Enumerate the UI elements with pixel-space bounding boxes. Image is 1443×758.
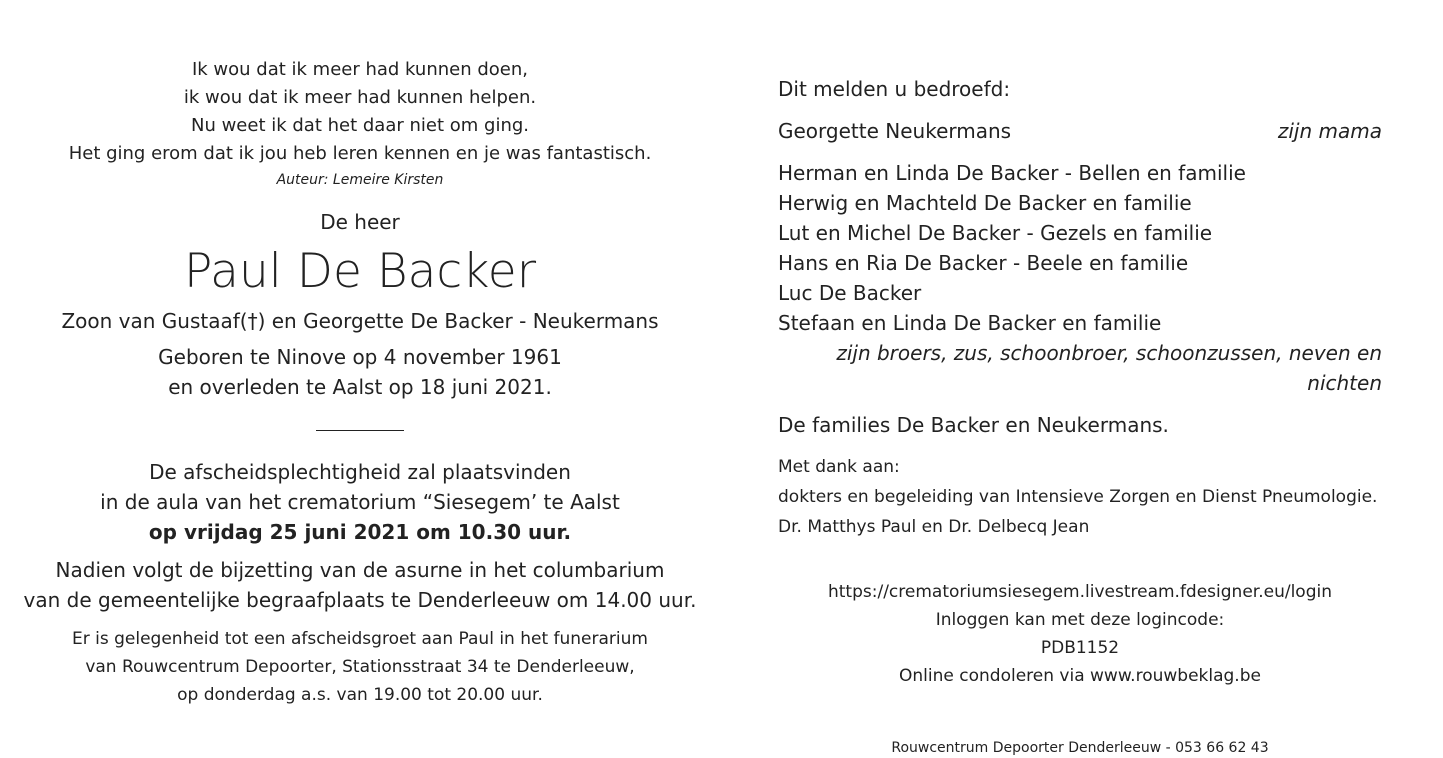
- divider: [316, 430, 404, 431]
- visitation-line: op donderdag a.s. van 19.00 tot 20.00 uur.: [177, 685, 543, 705]
- mother-name: Georgette Neukermans: [778, 119, 1012, 143]
- death-line: en overleden te Aalst op 18 juni 2021.: [168, 375, 552, 399]
- thanks-line: dokters en begeleiding van Intensieve Zorgen en Dienst Pneumologie.: [778, 487, 1378, 507]
- visitation-line: Er is gelegenheid tot een afscheidsgroet aan Paul in het funerarium: [72, 629, 648, 649]
- livestream-url[interactable]: https://crematoriumsiesegem.livestream.fdesigner.eu/login: [827, 582, 1332, 602]
- thanks-block: [778, 452, 1382, 542]
- poem-author: Auteur: Lemeire Kirsten: [276, 172, 444, 188]
- families-line: De families De Backer en Neukermans.: [778, 413, 1169, 437]
- honorific: De heer: [320, 210, 400, 234]
- mother-row: [778, 116, 1382, 146]
- login-text: Inloggen kan met deze logincode:: [935, 610, 1225, 630]
- ceremony-date: op vrijdag 25 juni 2021 om 10.30 uur.: [148, 520, 572, 544]
- announce-intro: Dit melden u bedroefd:: [778, 77, 1011, 101]
- poem-line: Het ging erom dat ik jou heb leren kennen en je was fantastisch.: [68, 143, 652, 164]
- birth-line: Geboren te Ninove op 4 november 1961: [158, 345, 562, 369]
- list-item: Lut en Michel De Backer - Gezels en familie: [778, 221, 1213, 245]
- thanks-line: Dr. Matthys Paul en Dr. Delbecq Jean: [778, 517, 1090, 537]
- poem-line: Nu weet ik dat het daar niet om ging.: [190, 115, 529, 136]
- poem-line: ik wou dat ik meer had kunnen helpen.: [183, 87, 537, 108]
- list-item: Herman en Linda De Backer - Bellen en familie: [778, 161, 1246, 185]
- login-code: PDB1152: [1040, 638, 1120, 658]
- visitation-block: [20, 625, 700, 709]
- right-panel: [778, 74, 1382, 758]
- parents-line: Zoon van Gustaaf(†) en Georgette De Backer - Neukermans: [61, 309, 659, 333]
- interment-line: van de gemeentelijke begraafplaats te Denderleeuw om 14.00 uur.: [23, 588, 697, 612]
- poem: [20, 56, 700, 190]
- deceased-name: Paul De Backer: [183, 244, 537, 299]
- list-item: Herwig en Machteld De Backer en familie: [778, 191, 1192, 215]
- footer: Rouwcentrum Depoorter Denderleeuw - 053 66 62 43: [891, 740, 1269, 756]
- visitation-line: van Rouwcentrum Depoorter, Stationsstraat 34 te Denderleeuw,: [85, 657, 635, 677]
- list-item: Hans en Ria De Backer - Beele en familie: [778, 251, 1189, 275]
- mother-relation: zijn mama: [1277, 119, 1382, 143]
- left-panel: [20, 56, 700, 709]
- thanks-heading: Met dank aan:: [778, 457, 900, 477]
- condolence-line: Online condoleren via www.rouwbeklag.be: [899, 666, 1261, 686]
- list-item: Luc De Backer: [778, 281, 922, 305]
- siblings-relation: zijn broers, zus, schoonbroer, schoonzussen, neven en nichten: [836, 341, 1382, 395]
- online-block: [778, 578, 1382, 690]
- interment-line: Nadien volgt de bijzetting van de asurne in het columbarium: [55, 558, 665, 582]
- ceremony-line: De afscheidsplechtigheid zal plaatsvinden: [149, 460, 571, 484]
- poem-line: Ik wou dat ik meer had kunnen doen,: [191, 59, 529, 80]
- ceremony-location: in de aula van het crematorium “Siesegem’ te Aalst: [100, 490, 620, 514]
- siblings-list: [778, 158, 1382, 398]
- list-item: Stefaan en Linda De Backer en familie: [778, 311, 1162, 335]
